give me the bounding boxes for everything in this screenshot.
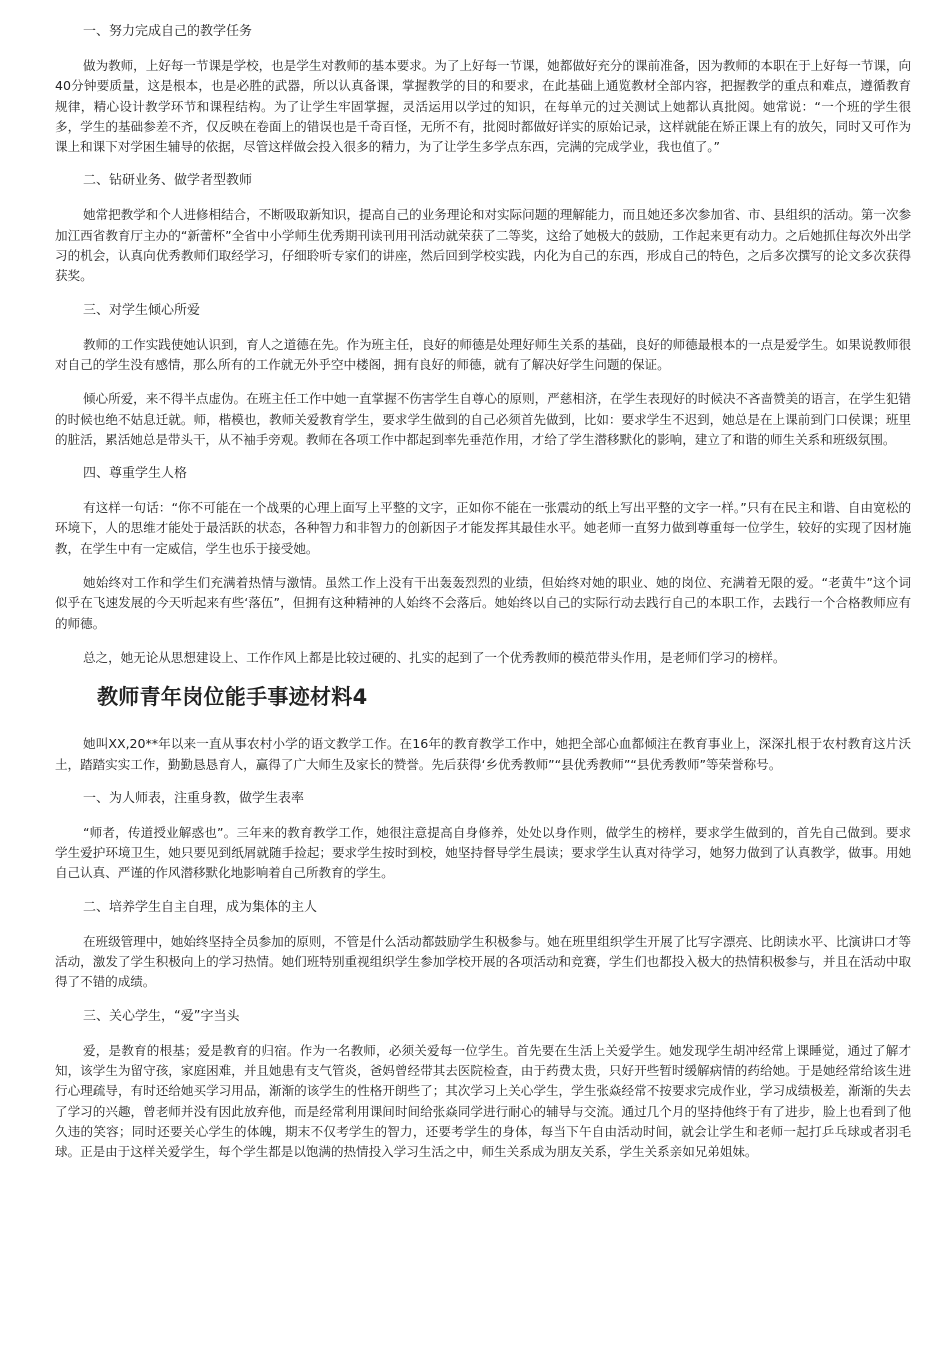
intro-paragraph: 她叫XX,20**年以来一直从事农村小学的语文教学工作。在16年的教育教学工作中，她把全部心血都倾注在教育事业上，深深扎根于农村教育这片沃土，踏踏实实工作，勤勤恳恳育人，赢得了广大师生及家长的赞誉。先后获得‘乡优秀教师”“县优秀教师”“县优秀教师”等荣誉称号。 [55,736,911,772]
paragraph: 教师的工作实践使她认识到，育人之道德在先。作为班主任，良好的师德是处理好师生关系的基础，良好的师德最根本的一点是爱学生。如果说教师很对自己的学生没有感情，那么所有的工作就无外乎空中楼阁，拥有良好的师德，就有了解决好学生问题的保证。 [55,336,911,372]
section-heading: 一、为人师表，注重身教，做学生表率 [83,790,305,806]
paragraph: “师者，传道授业解惑也”。三年来的教育教学工作，她很注意提高自身修养，处处以身作则，做学生的榜样，要求学生做到的，首先自己做到。要求学生爱护环境卫生，她只要见到纸屑就随手捡起；要求学生按时到校，她坚持督导学生晨读；要求学生认真对待学习，她努力做到了认真教学，做事。用她自己认真、严谨的作风潜移默化地影响着自己所教育的学生。 [55,824,911,881]
paragraph: 总之，她无论从思想建设上、工作作风上都是比较过硬的、扎实的起到了一个优秀教师的模范带头作用，是老师们学习的榜样。 [83,649,786,665]
section-heading: 四、尊重学生人格 [83,466,188,482]
document-content [55,22,911,1176]
section-heading: 一、努力完成自己的教学任务 [83,24,253,39]
paragraph: 她常把教学和个人进修相结合，不断吸取新知识，提高自己的业务理论和对实际问题的理解能力，而且她还多次参加省、市、县组织的活动。第一次参加江西省教育厅主办的“新蕾杯”全省中小学师生优秀期刊读刊用刊活动就荣获了二等奖，这给了她极大的鼓励，工作起来更有动力。之后她抓住每次外出学习的机会，认真向优秀教师们取经学习，仔细聆听专家们的讲座，然后回到学校实践，内化为自己的东西，形成自己的特色，之后多次撰写的论文多次获得获奖。 [55,207,911,284]
paragraph: 做为教师，上好每一节课是学校，也是学生对教师的基本要求。为了上好每一节课，她都做好充分的课前准备，因为教师的本职在于上好每一节课，向40分钟要质量，这是根本，也是必胜的武器，所以认真备课，掌握教学的目的和要求，在此基础上通览教材全部内容，把握教学的重点和难点，遵循教育规律，精心设计教学环节和课程结构。为了让学生牢固掌握，灵活运用以学过的知识，在每单元的过关测试上她都认真批阅。她常说：“一个班的学生很多，学生的基础参差不齐，仅反映在卷面上的错误也是千奇百怪，无所不有，批阅时都做好详实的原始记录，这样就能在矫正课上有的放矢，同时又可作为课上和课下对学困生辅导的依据，尽管这样做会投入很多的精力，为了让学生多学点东西，完满的完成学业，我也值了。” [55,58,911,155]
paragraph: 有这样一句话：“你不可能在一个战栗的心理上面写上平整的文字，正如你不能在一张震动的纸上写出平整的文字一样。”只有在民主和谐、自由宽松的环境下，人的思维才能处于最活跃的状态，各种智力和非智力的创新因子才能发挥其最佳水平。她老师一直努力做到尊重每一位学生，较好的实现了因材施教，在学生中有一定威信，学生也乐于接受她。 [55,500,911,556]
paragraph: 在班级管理中，她始终坚持全员参加的原则，不管是什么活动都鼓励学生积极参与。她在班里组织学生开展了比写字漂亮、比朗读水平、比演讲口才等活动，激发了学生积极向上的学习热情。她们班特别重视组织学生参加学校开展的各项活动和竞赛，学生们也都投入极大的热情积极参与，并且在活动中取得了不错的成绩。 [55,933,911,990]
section-heading: 二、钻研业务、做学者型教师 [83,173,253,189]
section-heading: 三、对学生倾心所爱 [83,302,201,318]
section-heading: 二、培养学生自主自理，成为集体的主人 [83,899,318,915]
paragraph: 爱，是教育的根基；爱是教育的归宿。作为一名教师，必须关爱每一位学生。首先要在生活上关爱学生。她发现学生胡冲经常上课睡觉，通过了解才知，该学生为留守孩，家庭困难，并且她患有支气管炎，爸妈曾经带其去医院检查，由于药费太贵，只好开些暂时缓解病情的药给她。于是她经常给该生进行心理疏导，有时还给她买学习用品，渐渐的该学生的性格开朗些了；其次学习上关心学生，学生张焱经常不按要求完成作业，学习成绩极差，渐渐的失去了学习的兴趣，曾老师并没有因此放弃他，而是经常利用课间时间给张焱同学进行耐心的辅导与交流。通过几个月的坚持他终于有了进步，脸上也看到了他久违的笑容；同时还要关心学生的体魄，期末不仅考学生的智力，还要考学生的身体，每当下午自由活动时间，就会让学生和老师一起打乒乓球或者羽毛球。正是由于这样关爱学生，每个学生都是以饱满的热情投入学习生活之中，师生关系成为朋友关系，学生关系亲如兄弟姐妹。 [55,1042,911,1160]
document-title: 教师青年岗位能手事迹材料4 [97,685,368,710]
paragraph: 她始终对工作和学生们充满着热情与激情。虽然工作上没有干出轰轰烈烈的业绩，但始终对她的职业、她的岗位、充满着无限的爱。“老黄牛”这个词似乎在飞速发展的今天听起来有些‘落伍”，但拥有这种精神的人始终不会落后。她始终以自己的实际行动去践行自己的本职工作，去践行一个合格教师应有的师德。 [55,575,911,631]
paragraph: 倾心所爱，来不得半点虚伪。在班主任工作中她一直掌握不伤害学生自尊心的原则，严慈相济，在学生表现好的时候决不吝啬赞美的语言，在学生犯错的时候也绝不姑息迁就。师，楷模也，教师关爱教育学生，要求学生做到的自己必须首先做到，比如：要求学生不迟到，她总是在上课前到门口侯课；班里的脏活，累活她总是带头干，从不袖手旁观。教师在各项工作中都起到率先垂范作用，才给了学生潜移默化的影响，建立了和谐的师生关系和班级氛围。 [55,391,911,447]
section-heading: 三、关心学生，“爱”字当头 [83,1008,240,1024]
